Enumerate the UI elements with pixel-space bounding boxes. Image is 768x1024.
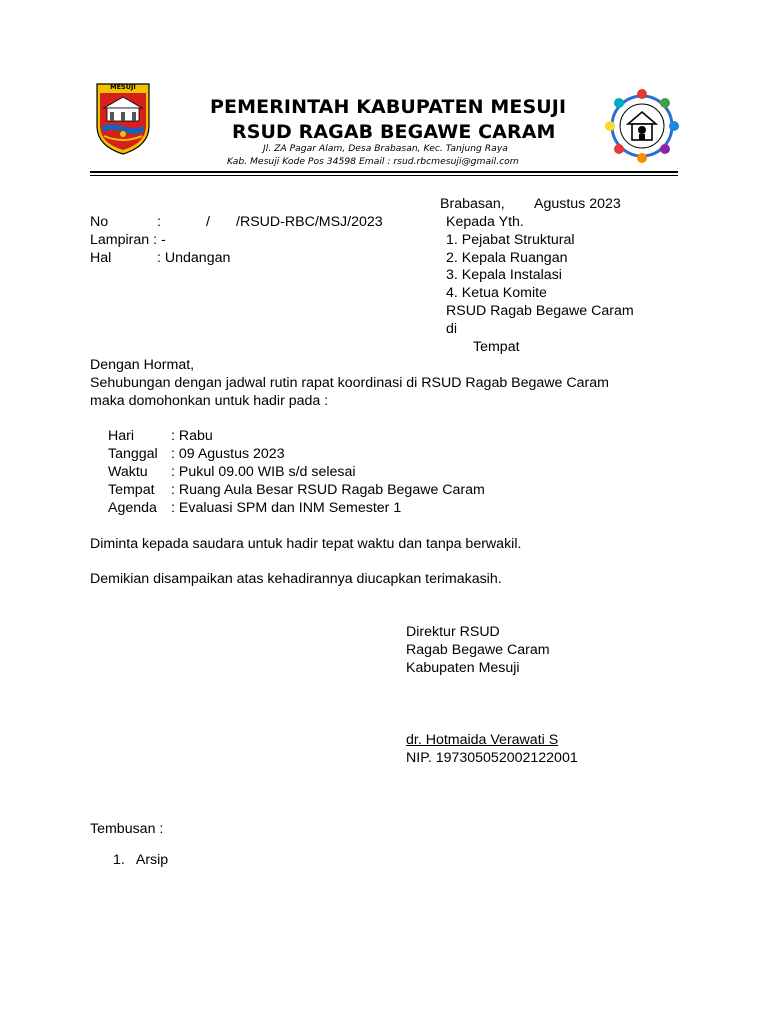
subject-value: : Undangan bbox=[157, 250, 231, 266]
detail-value-day: : Rabu bbox=[171, 428, 213, 444]
letter-number-colon: : bbox=[157, 214, 161, 230]
letter-number-label: No bbox=[90, 214, 109, 230]
header-rule-thick bbox=[90, 171, 678, 173]
detail-label-time: Waktu bbox=[108, 464, 148, 480]
recipient-item: 4. Ketua Komite bbox=[446, 285, 547, 301]
detail-value-time: : Pukul 09.00 WIB s/d selesai bbox=[171, 464, 356, 480]
letterhead-address: Jl. ZA Pagar Alam, Desa Brabasan, Kec. Tanjung Raya bbox=[263, 143, 508, 154]
attendance-request: Diminta kepada saudara untuk hadir tepat waktu dan tanpa berwakil. bbox=[90, 536, 522, 552]
letter-place: Brabasan, bbox=[440, 196, 505, 212]
letter-number-value: /RSUD-RBC/MSJ/2023 bbox=[236, 214, 383, 230]
detail-label-place: Tempat bbox=[108, 482, 155, 498]
signatory-nip: NIP. 197305052002122001 bbox=[406, 750, 578, 766]
mesuji-crest-logo bbox=[94, 82, 152, 156]
header-rule-thin bbox=[90, 175, 678, 176]
detail-value-agenda: : Evaluasi SPM dan INM Semester 1 bbox=[171, 500, 402, 516]
recipient-tempat: Tempat bbox=[473, 339, 520, 355]
letter-date: Agustus 2023 bbox=[534, 196, 621, 212]
letter-number-slash: / bbox=[206, 214, 210, 230]
rsud-emblem-logo bbox=[604, 88, 680, 164]
detail-label-date: Tanggal bbox=[108, 446, 158, 462]
letterhead-contact: Kab. Mesuji Kode Pos 34598 Email : rsud.rbcmesuji@gmail.com bbox=[227, 156, 519, 167]
detail-label-day: Hari bbox=[108, 428, 135, 444]
recipient-organization: RSUD Ragab Begawe Caram bbox=[446, 303, 634, 319]
recipient-di: di bbox=[446, 321, 458, 337]
subject-label: Hal bbox=[90, 250, 112, 266]
signatory-name: dr. Hotmaida Verawati S bbox=[406, 732, 559, 748]
attachment-line: Lampiran : - bbox=[90, 232, 166, 248]
body-paragraph-line: maka domohonkan untuk hadir pada : bbox=[90, 393, 329, 409]
closing-statement: Demikian disampaikan atas kehadirannya diucapkan terimakasih. bbox=[90, 571, 502, 587]
signatory-title: Direktur RSUD bbox=[406, 624, 500, 640]
recipient-item: 2. Kepala Ruangan bbox=[446, 250, 568, 266]
letterhead-title-government: PEMERINTAH KABUPATEN MESUJI bbox=[210, 96, 567, 118]
recipient-item: 1. Pejabat Struktural bbox=[446, 232, 575, 248]
signatory-title: Kabupaten Mesuji bbox=[406, 660, 520, 676]
detail-value-place: : Ruang Aula Besar RSUD Ragab Begawe Caram bbox=[171, 482, 485, 498]
crest-label: MESUJI bbox=[110, 83, 136, 91]
cc-label: Tembusan : bbox=[90, 821, 164, 837]
greeting: Dengan Hormat, bbox=[90, 357, 195, 373]
recipient-item: 3. Kepala Instalasi bbox=[446, 267, 562, 283]
letterhead-title-hospital: RSUD RAGAB BEGAWE CARAM bbox=[232, 121, 556, 143]
recipient-intro: Kepada Yth. bbox=[446, 214, 524, 230]
signatory-title: Ragab Begawe Caram bbox=[406, 642, 550, 658]
cc-item: 1. Arsip bbox=[113, 852, 169, 868]
detail-value-date: : 09 Agustus 2023 bbox=[171, 446, 285, 462]
body-paragraph-line: Sehubungan dengan jadwal rutin rapat koordinasi di RSUD Ragab Begawe Caram bbox=[90, 375, 609, 391]
detail-label-agenda: Agenda bbox=[108, 500, 157, 516]
